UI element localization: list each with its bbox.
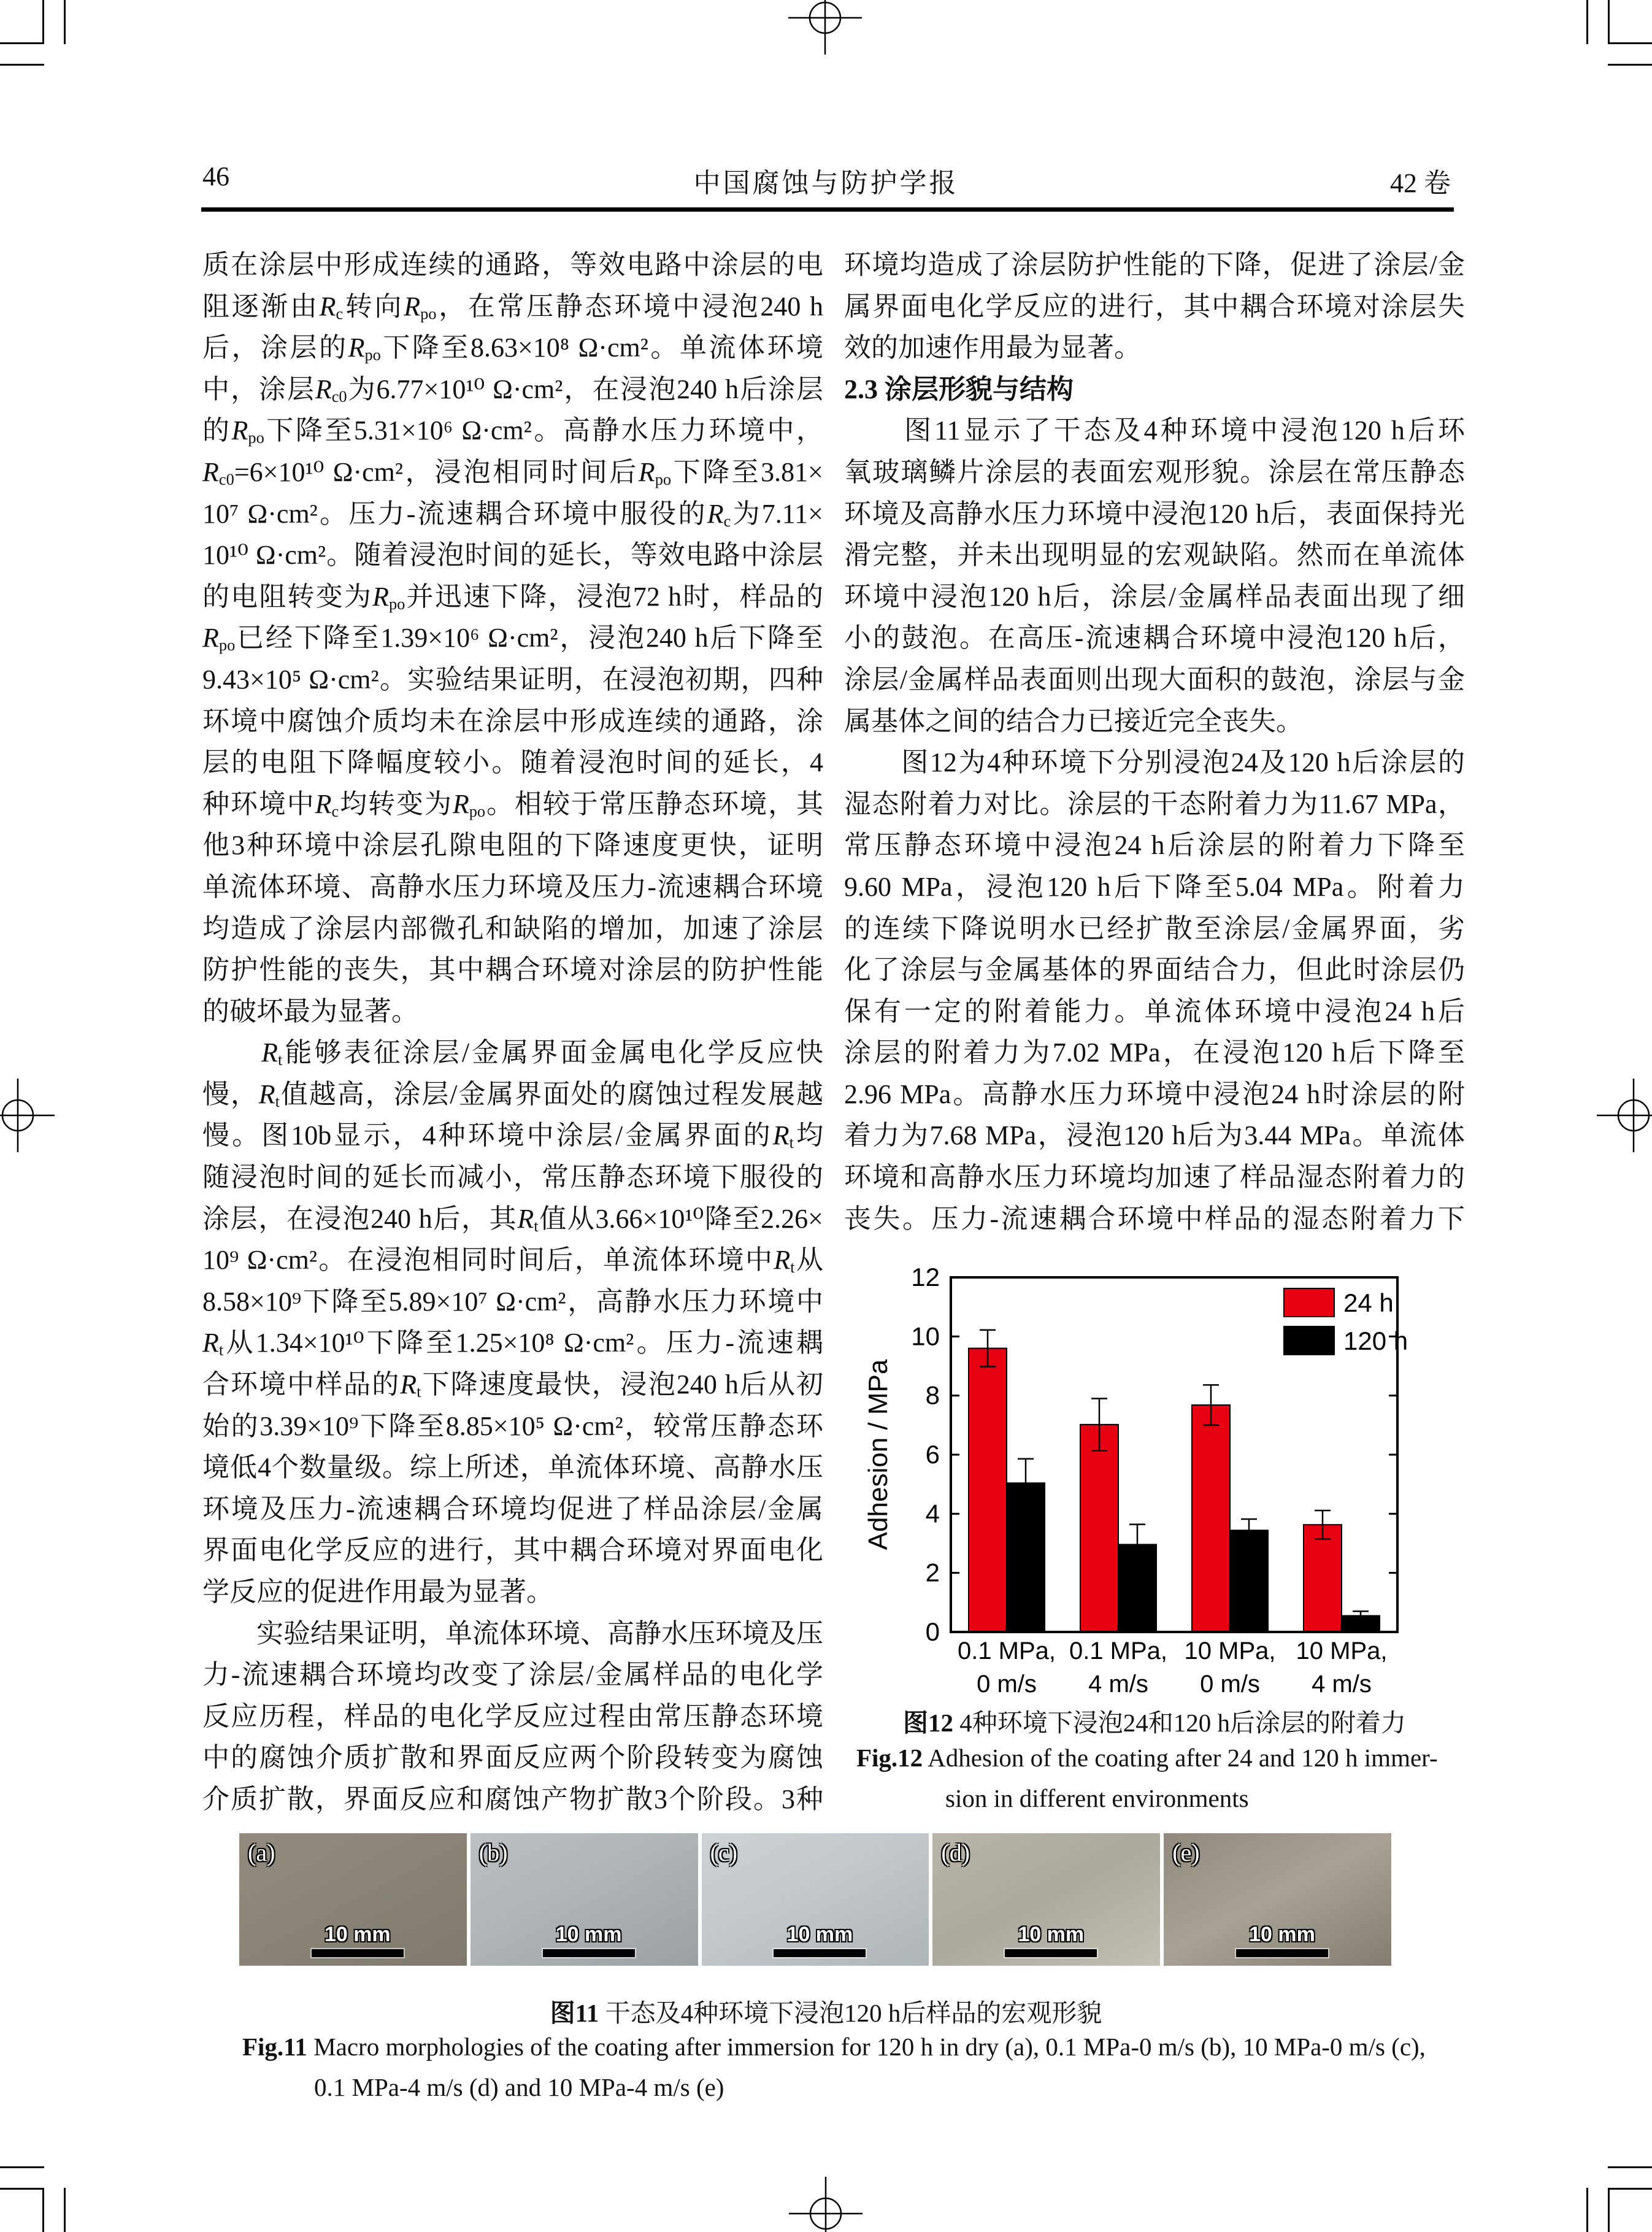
text-line: 10⁷ Ω·cm²。压力-流速耦合环境中服役的$R_c$为7.11× [202,498,823,530]
scale-bar-group [774,1923,866,1957]
crop-mark-line [1586,0,1588,44]
text-line: 的连续下降说明水已经扩散至涂层/金属界面，劣 [844,913,1465,944]
scale-label: 10 mm [555,1923,622,1946]
text-line: 阻逐渐由$R_c$转向$R_{po}$，在常压静态环境中浸泡240 h [202,291,824,323]
scale-label: 10 mm [1249,1923,1315,1946]
svg-text:Adhesion / MPa: Adhesion / MPa [863,1359,893,1550]
journal-title: 中国腐蚀与防护学报 [693,168,959,198]
crop-mark-line [1608,2188,1610,2232]
panel-letter-label: (e) [1172,1839,1200,1866]
volume-number: 42 卷 [1390,168,1451,198]
text-line: 实验结果证明，单流体环境、高静水压环境及压 [202,1618,823,1649]
text-line: 界面电化学反应的进行，其中耦合环境对界面电化 [202,1535,823,1566]
text-line: 图12为4种环境下分别浸泡24及120 h后涂层的 [844,747,1465,778]
svg-text:0.1 MPa,: 0.1 MPa, [957,1637,1056,1664]
scale-bar-group [1005,1923,1097,1957]
crop-mark-line [1608,64,1652,66]
registration-mark-bottom [786,2174,866,2232]
text-line: 的破坏最为显著。 [202,996,418,1026]
text-line: 10⁹ Ω·cm²。在浸泡相同时间后，单流体环境中$R_t$从 [202,1245,823,1277]
scale-bar [1005,1949,1097,1957]
text-line: 反应历程，样品的电化学反应过程由常压静态环境 [202,1701,823,1731]
text-line: 氧玻璃鳞片涂层的表面宏观形貌。涂层在常压静态 [844,456,1465,487]
text-line: 环境及高静水压力环境中浸泡120 h后，表面保持光 [844,498,1465,529]
figure12-caption-en-cont: sion in different environments [945,1784,1249,1812]
scale-bar-group [312,1923,404,1957]
text-line: 涂层，在浸泡240 h后，其$R_t$值从3.66×10¹⁰降至2.26× [202,1203,823,1235]
scale-bar [774,1949,866,1957]
text-line: 环境中腐蚀介质均未在涂层中形成连续的通路，涂 [202,706,823,736]
figure11-panel-c [702,1833,929,1966]
text-line: 合环境中样品的$R_t$下降速度最快，浸泡240 h后从初 [202,1369,824,1401]
text-line: 层的电阻下降幅度较小。随着浸泡时间的延长，4 [202,747,823,778]
left-text-column [202,244,823,1820]
text-line: 2.96 MPa。高静水压力环境中浸泡24 h时涂层的附 [844,1079,1465,1109]
text-line: 的$R_{po}$下降至5.31×10⁶ Ω·cm²。高静水压力环境中， [202,415,824,447]
page-number: 46 [202,161,229,191]
svg-text:120 h: 120 h [1343,1326,1408,1355]
text-line: 滑完整，并未出现明显的宏观缺陷。然而在单流体 [844,540,1465,571]
figure11-caption-zh: 图11 干态及4种环境下浸泡120 h后样品的宏观形貌 [550,1999,1102,2027]
crop-mark-line [42,2188,44,2232]
text-line: 属界面电化学反应的进行，其中耦合环境对涂层失 [844,291,1465,321]
figure11-panel-b [471,1833,698,1966]
text-line: 环境和高静水压力环境均加速了样品湿态附着力的 [844,1162,1465,1193]
scale-bar [543,1949,635,1957]
text-line: 环境中浸泡120 h后，涂层/金属样品表面出现了细 [844,581,1465,612]
svg-text:0 m/s: 0 m/s [1200,1671,1260,1698]
crop-mark-line [1608,2166,1652,2168]
figure11-caption-en-cont: 0.1 MPa-4 m/s (d) and 10 MPa-4 m/s (e) [314,2073,724,2101]
text-line: 慢，$R_t$值越高，涂层/金属界面处的腐蚀过程发展越 [202,1079,823,1110]
figure11-panel-d [932,1833,1160,1966]
svg-text:4 m/s: 4 m/s [1088,1671,1148,1698]
text-line: 种环境中$R_c$均转变为$R_{po}$。相较于常压静态环境，其 [202,788,824,820]
scale-label: 10 mm [1018,1923,1085,1946]
svg-text:2: 2 [925,1558,940,1587]
figure12-chart [858,1259,1410,1701]
text-line: 力-流速耦合环境均改变了涂层/金属样品的电化学 [202,1660,823,1690]
registration-mark-right [1594,1076,1652,1155]
panel-letter-label: (a) [248,1839,275,1866]
crop-mark-line [1608,2188,1652,2190]
text-line: 丧失。压力-流速耦合环境中样品的湿态附着力下 [844,1203,1465,1234]
scale-bar-group [1236,1923,1328,1957]
svg-text:6: 6 [925,1440,940,1469]
crop-mark-line [0,42,44,44]
text-line: 湿态附着力对比。涂层的干态附着力为11.67 MPa， [844,788,1465,819]
figure11-panel-e [1164,1833,1391,1966]
text-line: 均造成了涂层内部微孔和缺陷的增加，加速了涂层 [202,913,823,944]
crop-mark-line [0,2188,44,2190]
svg-text:0 m/s: 0 m/s [977,1671,1037,1698]
svg-text:4 m/s: 4 m/s [1312,1671,1372,1698]
crop-mark-line [42,0,44,44]
right-text-column [844,244,1465,1239]
svg-text:4: 4 [925,1499,940,1528]
text-line: 效的加速作用最为显著。 [844,333,1141,363]
text-line: $R_{po}$已经下降至1.39×10⁶ Ω·cm²，浸泡240 h后下降至 [202,623,823,655]
text-line: 的电阻转变为$R_{po}$并迅速下降，浸泡72 h时，样品的 [202,581,823,613]
crop-mark-line [1608,42,1652,44]
figure12-caption-zh: 图12 4种环境下浸泡24和120 h后涂层的附着力 [903,1709,1406,1737]
crop-mark-line [0,2166,44,2168]
text-line: 学反应的促进作用最为显著。 [202,1577,553,1607]
scale-label: 10 mm [324,1923,391,1946]
text-line: 境低4个数量级。综上所述，单流体环境、高静水压 [202,1452,823,1483]
text-line: 常压静态环境中浸泡24 h后涂层的附着力下降至 [844,830,1465,861]
svg-text:0: 0 [925,1617,940,1646]
text-line: 属基体之间的结合力已接近完全丧失。 [844,706,1303,736]
header-rule [201,207,1454,212]
text-line: 防护性能的丧失，其中耦合环境对涂层的防护性能 [202,955,823,985]
svg-text:12: 12 [911,1263,940,1291]
text-line: $R_{c0}=6\times 10^{10}$ Ω·cm²，浸泡相同时间后$R_{po}$下降至3.81× [202,456,823,488]
figure11-photo-strip [239,1833,1391,1966]
crop-mark-line [0,64,44,66]
scale-bar [1236,1949,1328,1957]
text-line: 单流体环境、高静水压力环境及压力-流速耦合环境 [202,871,823,902]
crop-mark-line [64,2188,66,2232]
section-heading: 2.3 涂层形貌与结构 [844,374,1074,404]
text-line: 后，涂层的$R_{po}$下降至8.63×10⁸ Ω·cm²。单流体环境 [202,333,824,364]
text-line: 介质扩散，界面反应和腐蚀产物扩散3个阶段。3种 [202,1784,823,1814]
svg-text:10 MPa,: 10 MPa, [1296,1637,1388,1664]
text-line: 8.58×10⁹下降至5.89×10⁷ Ω·cm²，高静水压力环境中 [202,1286,823,1317]
text-line: 环境均造成了涂层防护性能的下降，促进了涂层/金 [844,250,1465,280]
scale-bar-group [543,1923,635,1957]
text-line: 化了涂层与金属基体的界面结合力，但此时涂层仍 [844,955,1465,985]
crop-mark-line [1586,2188,1588,2232]
figure12-caption-en: Fig.12 Adhesion of the coating after 24 and 120 h immer- [856,1744,1438,1772]
text-line: 10¹⁰ Ω·cm²。随着浸泡时间的延长，等效电路中涂层 [202,540,823,571]
panel-letter-label: (b) [478,1839,508,1866]
text-line: 环境及压力-流速耦合环境均促进了样品涂层/金属 [202,1493,823,1524]
panel-letter-label: (c) [710,1839,737,1866]
text-line: 着力为7.68 MPa，浸泡120 h后为3.44 MPa。单流体 [844,1120,1465,1151]
svg-text:10: 10 [911,1322,940,1351]
text-line: 涂层的附着力为7.02 MPa，在浸泡120 h后下降至 [844,1037,1465,1068]
text-line: 图11显示了干态及4种环境中浸泡120 h后环 [844,415,1465,446]
text-line: 始的3.39×10⁹下降至8.85×10⁵ Ω·cm²，较常压静态环 [202,1410,823,1441]
scale-bar [312,1949,404,1957]
svg-text:10 MPa,: 10 MPa, [1184,1637,1276,1664]
text-line: 质在涂层中形成连续的通路，等效电路中涂层的电 [202,250,823,280]
text-line: 保有一定的附着能力。单流体环境中浸泡24 h后 [844,996,1465,1026]
text-line: $R_t$从1.34×10¹⁰下降至1.25×10⁸ Ω·cm²。压力-流速耦 [202,1328,823,1360]
text-line: 他3种环境中涂层孔隙电阻的下降速度更快，证明 [202,830,823,861]
panel-letter-label: (d) [941,1839,970,1866]
svg-text:8: 8 [925,1380,940,1410]
figure11-panel-a [239,1833,467,1966]
registration-mark-top [785,0,865,58]
scale-label: 10 mm [786,1923,853,1946]
crop-mark-line [64,0,66,44]
text-line: 小的鼓泡。在高压-流速耦合环境中浸泡120 h后， [844,623,1465,653]
svg-text:24 h: 24 h [1343,1288,1394,1317]
text-line: 中的腐蚀介质扩散和界面反应两个阶段转变为腐蚀 [202,1742,823,1773]
text-line: 随浸泡时间的延长而减小，常压静态环境下服役的 [202,1162,823,1193]
figure11-caption-en: Fig.11 Macro morphologies of the coating after immersion for 120 h in dry (a), 0.1 MPa-0 m/s (b), 10 MPa-0 m/s (c), [242,2033,1426,2061]
text-line: 慢。图10b显示，4种环境中涂层/金属界面的$R_t$均 [202,1120,823,1152]
text-line: 中，涂层$R_{c0}$为6.77×10¹⁰ Ω·cm²，在浸泡240 h后涂层 [202,374,823,406]
text-line: 涂层/金属样品表面则出现大面积的鼓泡，涂层与金 [844,664,1465,695]
svg-text:0.1 MPa,: 0.1 MPa, [1069,1637,1168,1664]
crop-mark-line [1608,0,1610,44]
text-line: 9.60 MPa，浸泡120 h后下降至5.04 MPa。附着力 [844,871,1465,902]
registration-mark-left [0,1076,58,1155]
text-line: 9.43×10⁵ Ω·cm²。实验结果证明，在浸泡初期，四种 [202,664,823,695]
text-line: $R_t$能够表征涂层/金属界面金属电化学反应快 [261,1037,823,1069]
